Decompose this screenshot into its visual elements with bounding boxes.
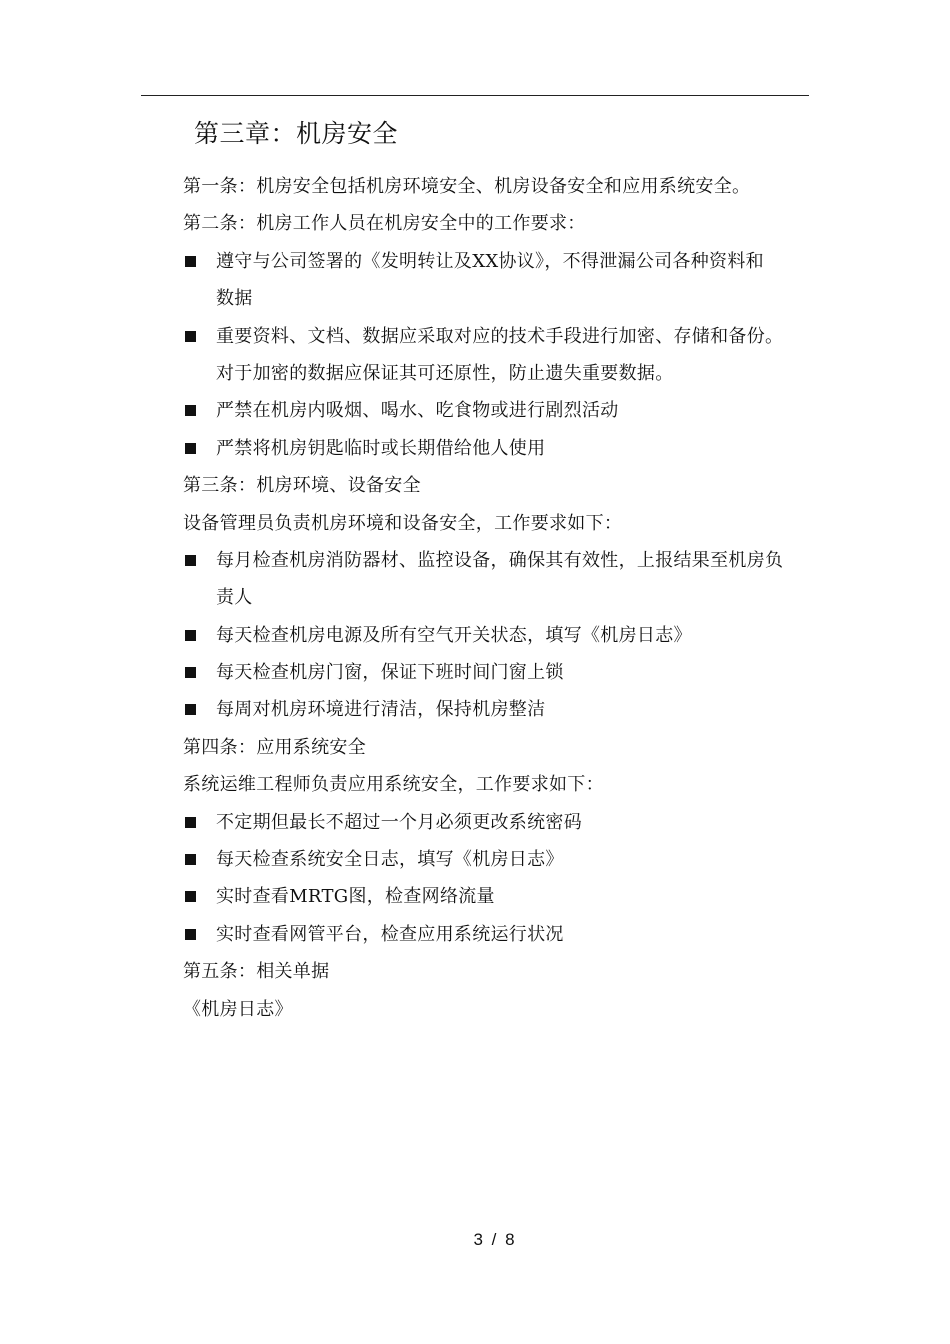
line-text: 数据 [216,288,253,310]
line-text: 第二条：机房工作人员在机房安全中的工作要求： [183,213,586,235]
square-bullet-icon [185,667,196,678]
line-text: 重要资料、文档、数据应采取对应的技术手段进行加密、存储和备份。 [216,325,784,347]
bullet-item [183,617,813,654]
line-text: 《机房日志》 [183,998,293,1020]
bullet-continuation [183,355,813,392]
page-number: 3 / 8 [473,1230,517,1249]
line-text: 不定期但最长不超过一个月必须更改系统密码 [216,811,582,833]
header-rule [141,95,809,96]
paragraph-line [183,467,813,504]
body-text [183,168,813,1028]
square-bullet-icon [185,929,196,940]
line-text: 系统运维工程师负责应用系统安全，工作要求如下： [183,774,604,796]
bullet-continuation [183,280,813,317]
paragraph-line [183,505,813,542]
square-bullet-icon [185,555,196,566]
line-text: 第一条：机房安全包括机房环境安全、机房设备安全和应用系统安全。 [183,176,751,197]
bullet-item [183,841,813,878]
line-text: 遵守与公司签署的《发明转让及XX协议》，不得泄漏公司各种资料和 [216,250,764,272]
chapter-title: 第三章：机房安全 [194,119,399,148]
line-text: 对于加密的数据应保证其可还原性，防止遗失重要数据。 [216,362,674,384]
bullet-continuation [183,579,813,616]
line-text: 责人 [216,587,253,609]
paragraph-line [183,729,813,766]
paragraph-line [183,205,813,242]
paragraph-line [183,953,813,990]
bullet-item [183,691,813,728]
square-bullet-icon [185,817,196,828]
bullet-item [183,804,813,841]
square-bullet-icon [185,854,196,865]
line-text: 设备管理员负责机房环境和设备安全，工作要求如下： [183,512,623,534]
square-bullet-icon [185,405,196,416]
square-bullet-icon [185,704,196,715]
line-text: 每月检查机房消防器材、监控设备，确保其有效性，上报结果至机房负 [216,549,784,571]
bullet-item [183,392,813,429]
bullet-item [183,916,813,953]
bullet-item [183,654,813,691]
bullet-item [183,430,813,467]
bullet-item [183,542,813,579]
paragraph-line [183,766,813,803]
square-bullet-icon [185,891,196,902]
square-bullet-icon [185,443,196,454]
line-text: 严禁将机房钥匙临时或长期借给他人使用 [216,437,546,459]
line-text: 每周对机房环境进行清洁，保持机房整洁 [216,699,546,721]
bullet-item [183,318,813,355]
line-text: 第五条：相关单据 [183,961,330,983]
line-text: 实时查看网管平台，检查应用系统运行状况 [216,923,564,945]
line-text: 第四条：应用系统安全 [183,736,366,758]
bullet-item [183,878,813,915]
square-bullet-icon [185,256,196,267]
bullet-item [183,243,813,280]
paragraph-line [183,168,813,205]
line-text: 实时查看MRTG图，检查网络流量 [216,886,495,908]
square-bullet-icon [185,331,196,342]
paragraph-line [183,991,813,1028]
line-text: 第三条：机房环境、设备安全 [183,475,421,497]
square-bullet-icon [185,630,196,641]
line-text: 每天检查系统安全日志，填写《机房日志》 [216,849,564,871]
line-text: 每天检查机房门窗，保证下班时间门窗上锁 [216,662,564,684]
line-text: 严禁在机房内吸烟、喝水、吃食物或进行剧烈活动 [216,400,619,422]
line-text: 每天检查机房电源及所有空气开关状态，填写《机房日志》 [216,624,692,646]
